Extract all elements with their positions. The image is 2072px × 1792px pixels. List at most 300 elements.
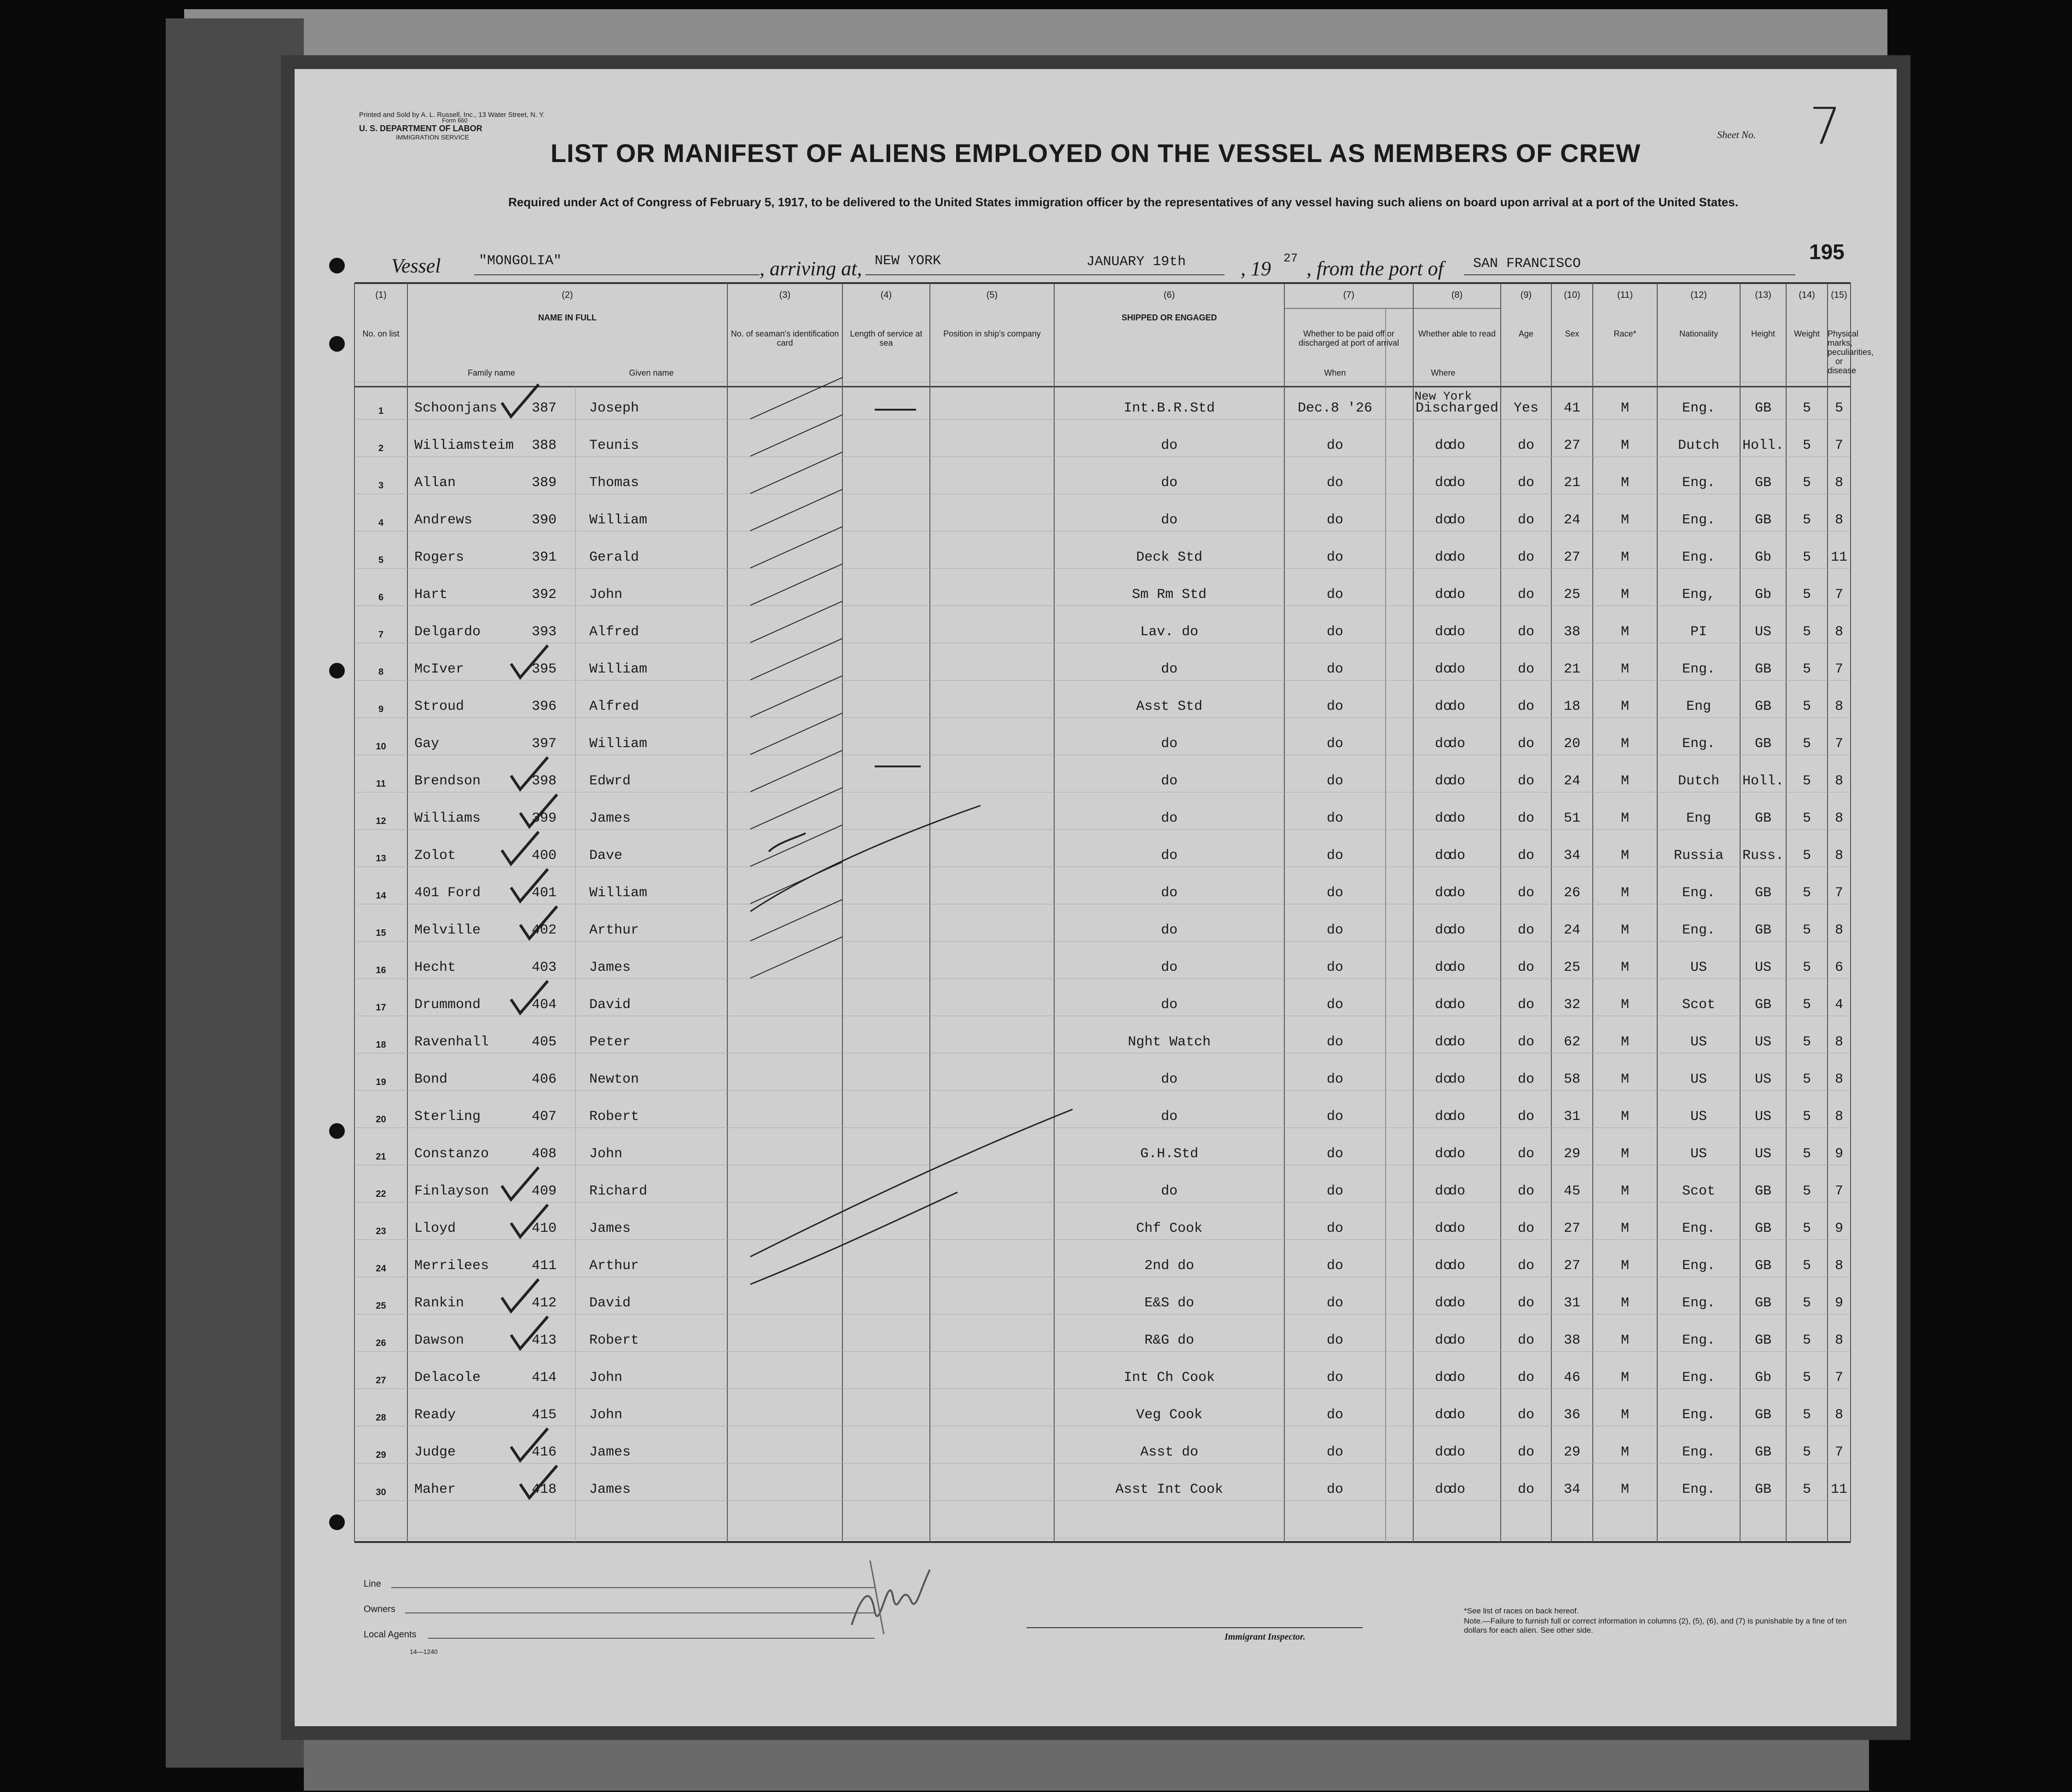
cell-family: Brendson: [414, 773, 481, 789]
cell-height: 5: [1802, 587, 1811, 603]
cell-sex: M: [1620, 1407, 1629, 1423]
cell-when: do: [1326, 1407, 1343, 1423]
cell-when: do: [1326, 587, 1343, 603]
cell-sex: M: [1620, 1482, 1629, 1497]
cell-position: G.H.Std: [1140, 1146, 1199, 1162]
cell-no: 29: [376, 1450, 386, 1460]
cell-weight: 8: [1834, 811, 1843, 826]
cell-when: do: [1326, 512, 1343, 528]
cell-position: do: [1161, 960, 1178, 975]
cell-age: 51: [1563, 811, 1580, 826]
cell-read: do: [1517, 587, 1534, 603]
cell-given: Newton: [589, 1072, 639, 1087]
cell-no: 17: [376, 1003, 386, 1013]
cell-family: Delgardo: [414, 624, 481, 640]
cell-read: do: [1517, 1444, 1534, 1460]
cell-weight: 9: [1834, 1295, 1843, 1311]
pencil-mark: [750, 750, 842, 792]
cell-read: do: [1517, 922, 1534, 938]
cell-position: Int.B.R.Std: [1123, 400, 1215, 416]
cell-read: do: [1517, 512, 1534, 528]
cell-where: do: [1434, 848, 1451, 864]
cell-given: Joseph: [589, 400, 639, 416]
cell-given: John: [589, 587, 623, 603]
cell-age: 62: [1563, 1034, 1580, 1050]
cell-family: Rogers: [414, 550, 464, 565]
cell-family: Melville: [414, 922, 481, 938]
cell-where: do: [1434, 1072, 1451, 1087]
cell-sex: M: [1620, 922, 1629, 938]
cell-paid: do: [1448, 736, 1465, 752]
column-header: Whether to be paid off or discharged at port of arrival: [1298, 329, 1399, 348]
cell-family: Williamsteim: [414, 438, 514, 453]
cell-no: 10: [376, 742, 386, 752]
cell-position: do: [1161, 773, 1178, 789]
paper-edge-bottom: [304, 1722, 1869, 1791]
sheet-label: Sheet No.: [1717, 129, 1756, 140]
cell-nat: GB: [1754, 811, 1771, 826]
cell-weight: 8: [1834, 1109, 1843, 1125]
cell-card: 399: [532, 811, 557, 826]
cell-height: 5: [1802, 1407, 1811, 1423]
cell-race: Eng.: [1682, 661, 1715, 677]
cell-age: 58: [1563, 1072, 1580, 1087]
cell-height: 5: [1802, 1072, 1811, 1087]
cell-where: do: [1434, 1146, 1451, 1162]
cell-nat: US: [1754, 1034, 1771, 1050]
cell-family: Andrews: [414, 512, 473, 528]
cell-nat: Holl.: [1742, 773, 1784, 789]
cell-nat: GB: [1754, 1183, 1771, 1199]
cell-no: 30: [376, 1487, 386, 1497]
cell-height: 5: [1802, 1109, 1811, 1125]
local-agents-label: Local Agents: [364, 1630, 417, 1640]
cell-where: do: [1434, 512, 1451, 528]
cell-sex: M: [1620, 1109, 1629, 1125]
cell-height: 5: [1802, 661, 1811, 677]
cell-when: do: [1326, 1109, 1343, 1125]
cell-family: Constanzo: [414, 1146, 489, 1162]
cell-nat: GB: [1754, 1444, 1771, 1460]
cell-height: 5: [1802, 1444, 1811, 1460]
cell-nat: Gb: [1754, 1370, 1771, 1386]
cell-card: 391: [532, 550, 557, 565]
cell-age: 21: [1563, 661, 1580, 677]
cell-when: do: [1326, 736, 1343, 752]
cell-weight: 8: [1834, 922, 1843, 938]
cell-age: 18: [1563, 699, 1580, 714]
cell-nat: US: [1754, 624, 1771, 640]
column-header: Physical marks, peculiarities, or disease: [1828, 329, 1874, 375]
cell-weight: 5: [1834, 400, 1843, 416]
cell-nat: Holl.: [1742, 438, 1784, 453]
cell-height: 5: [1802, 512, 1811, 528]
column-header: Sex: [1565, 329, 1579, 338]
cell-weight: 8: [1834, 475, 1843, 491]
cell-when: do: [1326, 811, 1343, 826]
cell-family: Lloyd: [414, 1221, 456, 1236]
cell-position: Asst Std: [1136, 699, 1203, 714]
cell-sex: M: [1620, 1295, 1629, 1311]
cell-family: Ready: [414, 1407, 456, 1423]
column-number: (8): [1451, 290, 1463, 300]
cell-sex: M: [1620, 1146, 1629, 1162]
cell-paid: do: [1448, 848, 1465, 864]
cell-weight: 7: [1834, 587, 1843, 603]
cell-where: do: [1434, 1221, 1451, 1236]
cell-given: John: [589, 1146, 623, 1162]
cell-when: do: [1326, 438, 1343, 453]
binder-hole: [329, 663, 345, 679]
cell-race: US: [1690, 1072, 1707, 1087]
cell-where: do: [1434, 475, 1451, 491]
cell-age: 27: [1563, 550, 1580, 565]
cell-weight: 6: [1834, 960, 1843, 975]
cell-height: 5: [1802, 400, 1811, 416]
cell-paid: Discharged: [1415, 400, 1499, 416]
cell-card: 401: [532, 885, 557, 901]
pencil-mark: [750, 452, 842, 493]
cell-race: Dutch: [1677, 773, 1719, 789]
cell-sex: M: [1620, 699, 1629, 714]
cell-position: do: [1161, 848, 1178, 864]
cell-paid: do: [1448, 1258, 1465, 1274]
cell-nat: GB: [1754, 475, 1771, 491]
cell-family: Zolot: [414, 848, 456, 864]
cell-where: do: [1434, 773, 1451, 789]
cell-age: 41: [1563, 400, 1580, 416]
cell-height: 5: [1802, 885, 1811, 901]
manifest-page: [295, 69, 1897, 1726]
cell-nat: GB: [1754, 1482, 1771, 1497]
cell-family: Drummond: [414, 997, 481, 1013]
cell-read: do: [1517, 960, 1534, 975]
cell-age: 34: [1563, 1482, 1580, 1497]
cell-race: Eng.: [1682, 1295, 1715, 1311]
cell-given: Robert: [589, 1109, 639, 1125]
cell-read: do: [1517, 1109, 1534, 1125]
cell-read: do: [1517, 885, 1534, 901]
cell-given: James: [589, 1444, 631, 1460]
column-number: (3): [779, 290, 791, 300]
column-header: Whether able to read: [1418, 329, 1496, 338]
cell-where: do: [1434, 438, 1451, 453]
cell-height: 5: [1802, 997, 1811, 1013]
sheet-number: 7: [1809, 97, 1841, 156]
cell-height: 5: [1802, 1034, 1811, 1050]
cell-given: William: [589, 736, 648, 752]
subheader-where: Where: [1431, 368, 1456, 377]
page-number: 195: [1809, 240, 1845, 264]
cell-weight: 7: [1834, 736, 1843, 752]
column-number: (9): [1520, 290, 1532, 300]
cell-height: 5: [1802, 1183, 1811, 1199]
cell-age: 45: [1563, 1183, 1580, 1199]
cell-given: Thomas: [589, 475, 639, 491]
inspector-rule: [1027, 1627, 1363, 1628]
cell-where: do: [1434, 1258, 1451, 1274]
cell-read: Yes: [1513, 400, 1538, 416]
column-number: (12): [1690, 290, 1707, 300]
cell-race: Eng.: [1682, 550, 1715, 565]
cell-position: do: [1161, 438, 1178, 453]
cell-position: do: [1161, 811, 1178, 826]
cell-card: 396: [532, 699, 557, 714]
cell-weight: 9: [1834, 1146, 1843, 1162]
cell-paid: do: [1448, 960, 1465, 975]
cell-weight: 8: [1834, 1407, 1843, 1423]
cell-paid: do: [1448, 773, 1465, 789]
cell-weight: 7: [1834, 661, 1843, 677]
cell-card: 400: [532, 848, 557, 864]
cell-race: US: [1690, 1109, 1707, 1125]
cell-height: 5: [1802, 1482, 1811, 1497]
cell-sex: M: [1620, 1072, 1629, 1087]
cell-where: do: [1434, 1407, 1451, 1423]
cell-height: 5: [1802, 848, 1811, 864]
cell-position: Int Ch Cook: [1123, 1370, 1215, 1386]
cell-no: 3: [378, 481, 384, 491]
cell-nat: GB: [1754, 1333, 1771, 1348]
column-header: SHIPPED OR ENGAGED: [1121, 313, 1217, 322]
cell-no: 12: [376, 816, 386, 826]
cell-where: do: [1434, 1444, 1451, 1460]
cell-weight: 9: [1834, 1221, 1843, 1236]
cell-weight: 7: [1834, 1444, 1843, 1460]
cell-read: do: [1517, 699, 1534, 714]
cell-no: 11: [376, 779, 386, 789]
cell-when: do: [1326, 1444, 1343, 1460]
cell-position: Nght Watch: [1127, 1034, 1211, 1050]
subheader-family: Family name: [467, 368, 516, 377]
penalty-note: Note.—Failure to furnish full or correct information in columns (2), (5), (6), and (7) is punishable by a fine of ten dollars for each alien. See other side.: [1464, 1617, 1847, 1635]
cell-position: do: [1161, 1072, 1178, 1087]
cell-height: 5: [1802, 922, 1811, 938]
year-suffix: 27: [1283, 251, 1298, 265]
cell-position: E&S do: [1144, 1295, 1195, 1311]
cell-family: Dawson: [414, 1333, 464, 1348]
cell-position: do: [1161, 475, 1178, 491]
cell-when: Dec.8 '26: [1297, 400, 1373, 416]
cell-sex: M: [1620, 736, 1629, 752]
cell-given: David: [589, 1295, 631, 1311]
cell-height: 5: [1802, 1221, 1811, 1236]
column-header: Race*: [1613, 329, 1637, 338]
cell-card: 413: [532, 1333, 557, 1348]
cell-family: Allan: [414, 475, 456, 491]
cell-card: 402: [532, 922, 557, 938]
cell-where: do: [1434, 1295, 1451, 1311]
cell-no: 24: [376, 1264, 386, 1274]
cell-race: Eng.: [1682, 885, 1715, 901]
cell-card: 390: [532, 512, 557, 528]
cell-given: Arthur: [589, 1258, 639, 1274]
cell-height: 5: [1802, 1258, 1811, 1274]
cell-no: 5: [378, 555, 384, 565]
cell-where: do: [1434, 885, 1451, 901]
line-rule: [391, 1587, 875, 1588]
cell-weight: 4: [1834, 997, 1843, 1013]
cell-nat: GB: [1754, 885, 1771, 901]
cell-no: 14: [376, 891, 386, 901]
cell-where: do: [1434, 587, 1451, 603]
cell-card: 411: [532, 1258, 557, 1274]
cell-race: Eng.: [1682, 1482, 1715, 1497]
cell-sex: M: [1620, 550, 1629, 565]
cell-no: 4: [378, 518, 384, 528]
cell-no: 18: [376, 1040, 386, 1050]
column-number: (10): [1564, 290, 1580, 300]
cell-paid: do: [1448, 587, 1465, 603]
cell-paid: do: [1448, 1221, 1465, 1236]
cell-when: do: [1326, 885, 1343, 901]
cell-weight: 7: [1834, 885, 1843, 901]
cell-height: 5: [1802, 773, 1811, 789]
cell-given: Alfred: [589, 624, 639, 640]
line-label: Line: [364, 1579, 381, 1589]
cell-age: 29: [1563, 1146, 1580, 1162]
cell-sex: M: [1620, 1370, 1629, 1386]
pencil-mark: [769, 833, 806, 852]
column-header: NAME IN FULL: [538, 313, 597, 322]
binder-hole: [329, 1123, 345, 1139]
cell-card: 393: [532, 624, 557, 640]
cell-weight: 11: [1830, 1482, 1847, 1497]
cell-height: 5: [1802, 736, 1811, 752]
cell-height: 5: [1802, 1333, 1811, 1348]
cell-when: do: [1326, 1183, 1343, 1199]
cell-card: 412: [532, 1295, 557, 1311]
cell-paid: do: [1448, 1072, 1465, 1087]
cell-card: 392: [532, 587, 557, 603]
cell-when: do: [1326, 1146, 1343, 1162]
cell-given: Robert: [589, 1333, 639, 1348]
cell-age: 24: [1563, 512, 1580, 528]
pencil-mark: [750, 564, 842, 605]
cell-race: US: [1690, 1034, 1707, 1050]
cell-where: New York: [1414, 389, 1472, 403]
cell-when: do: [1326, 1034, 1343, 1050]
cell-paid: do: [1448, 1183, 1465, 1199]
cell-age: 25: [1563, 960, 1580, 975]
cell-family: McIver: [414, 661, 464, 677]
cell-race: Eng.: [1682, 1221, 1715, 1236]
cell-nat: GB: [1754, 1258, 1771, 1274]
cell-read: do: [1517, 811, 1534, 826]
cell-race: US: [1690, 1146, 1707, 1162]
cell-height: 5: [1802, 438, 1811, 453]
cell-race: Dutch: [1677, 438, 1719, 453]
cell-card: 395: [532, 661, 557, 677]
pencil-mark: [750, 601, 842, 643]
from-label: , from the port of: [1306, 257, 1444, 280]
cell-when: do: [1326, 773, 1343, 789]
cell-where: do: [1434, 922, 1451, 938]
cell-nat: GB: [1754, 699, 1771, 714]
cell-family: Merrilees: [414, 1258, 489, 1274]
cell-race: Eng.: [1682, 1407, 1715, 1423]
cell-nat: GB: [1754, 661, 1771, 677]
cell-nat: GB: [1754, 1295, 1771, 1311]
cell-read: do: [1517, 1258, 1534, 1274]
cell-weight: 8: [1834, 1034, 1843, 1050]
cell-position: do: [1161, 736, 1178, 752]
cell-card: 397: [532, 736, 557, 752]
cell-position: do: [1161, 997, 1178, 1013]
column-header: Nationality: [1679, 329, 1718, 338]
cell-weight: 8: [1834, 1072, 1843, 1087]
cell-given: James: [589, 1482, 631, 1497]
cell-given: William: [589, 661, 648, 677]
cell-family: Hecht: [414, 960, 456, 975]
cell-weight: 8: [1834, 699, 1843, 714]
cell-when: do: [1326, 699, 1343, 714]
cell-race: Eng.: [1682, 922, 1715, 938]
cell-no: 26: [376, 1338, 386, 1348]
cell-position: do: [1161, 1109, 1178, 1125]
cell-paid: do: [1448, 512, 1465, 528]
cell-paid: do: [1448, 661, 1465, 677]
cell-when: do: [1326, 1333, 1343, 1348]
arriving-label: , arriving at,: [760, 257, 862, 280]
cell-position: Asst do: [1140, 1444, 1199, 1460]
cell-sex: M: [1620, 624, 1629, 640]
cell-card: 416: [532, 1444, 557, 1460]
cell-card: 388: [532, 438, 557, 453]
cell-read: do: [1517, 550, 1534, 565]
cell-weight: 8: [1834, 1258, 1843, 1274]
cell-when: do: [1326, 1258, 1343, 1274]
cell-nat: GB: [1754, 400, 1771, 416]
cell-where: do: [1434, 1333, 1451, 1348]
cell-sex: M: [1620, 1221, 1629, 1236]
cell-card: 407: [532, 1109, 557, 1125]
form-number: Form 660: [442, 117, 468, 124]
cell-when: do: [1326, 624, 1343, 640]
cell-nat: US: [1754, 1109, 1771, 1125]
cell-age: 38: [1563, 1333, 1580, 1348]
cell-weight: 8: [1834, 773, 1843, 789]
cell-when: do: [1326, 997, 1343, 1013]
cell-given: John: [589, 1407, 623, 1423]
cell-paid: do: [1448, 475, 1465, 491]
cell-nat: GB: [1754, 1407, 1771, 1423]
cell-where: do: [1434, 736, 1451, 752]
cell-read: do: [1517, 1407, 1534, 1423]
cell-given: Alfred: [589, 699, 639, 714]
cell-no: 1: [378, 406, 384, 416]
column-header: Age: [1518, 329, 1534, 338]
cell-age: 31: [1563, 1295, 1580, 1311]
cell-weight: 8: [1834, 512, 1843, 528]
cell-weight: 8: [1834, 848, 1843, 864]
cell-nat: GB: [1754, 922, 1771, 938]
cell-race: Russia: [1673, 848, 1724, 864]
cell-paid: do: [1448, 1034, 1465, 1050]
cell-given: Teunis: [589, 438, 639, 453]
cell-given: Gerald: [589, 550, 639, 565]
cell-when: do: [1326, 550, 1343, 565]
cell-paid: do: [1448, 1146, 1465, 1162]
cell-no: 6: [378, 592, 384, 603]
cell-family: Ravenhall: [414, 1034, 489, 1050]
cell-given: William: [589, 885, 648, 901]
cell-nat: GB: [1754, 736, 1771, 752]
cell-age: 27: [1563, 438, 1580, 453]
cell-position: do: [1161, 885, 1178, 901]
column-number: (4): [880, 290, 892, 300]
cell-given: Richard: [589, 1183, 648, 1199]
